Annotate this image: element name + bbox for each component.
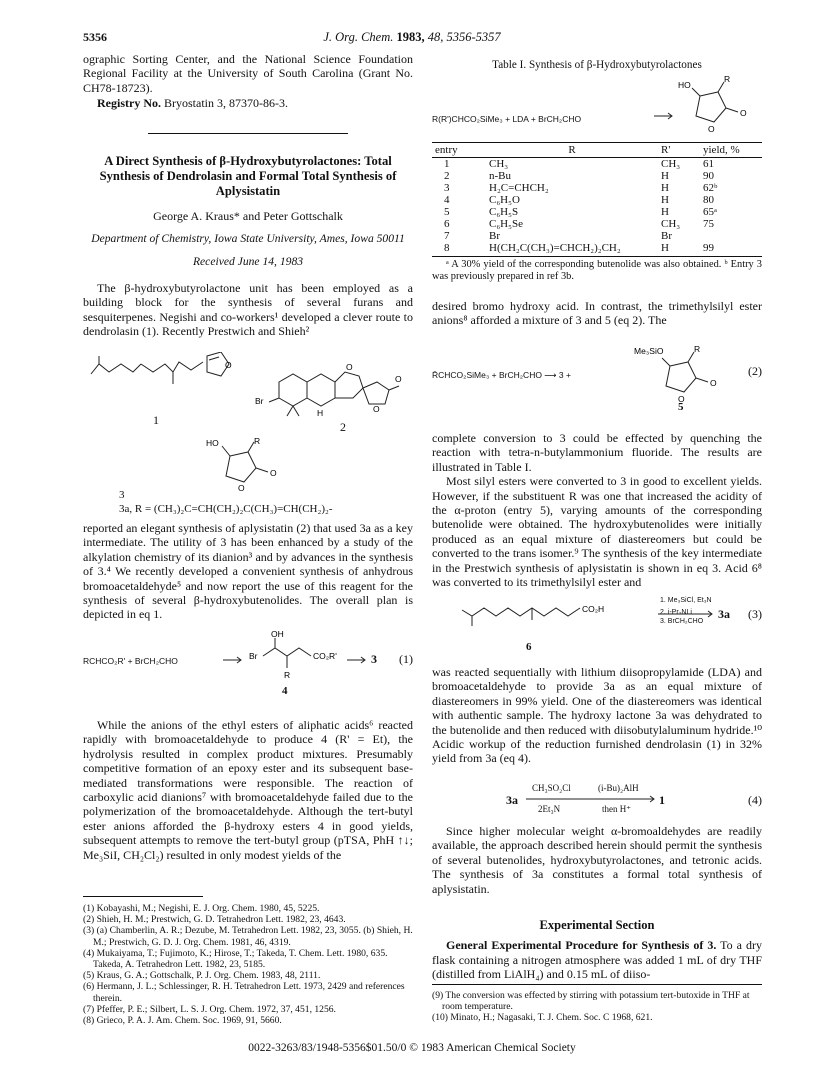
eq4-reagent-1: CH₃SO₂Cl [532, 783, 571, 793]
table-scheme-text: R(R')CHCO₂SiMe₃ + LDA + BrCH₂CHO [432, 114, 582, 125]
table-row [432, 194, 762, 206]
footnote-item: (10) Minato, H.; Nagasaki, T. J. Chem. Soc. C 1968, 621. [432, 1012, 653, 1024]
experimental-heading: Experimental Section [539, 918, 655, 933]
article-authors: George A. Kraus* and Peter Gottschalk [153, 208, 343, 223]
cell-entry: 7 [444, 230, 450, 243]
references-divider [83, 896, 203, 897]
journal-volume: 48, [427, 30, 444, 44]
page-footer: 0022-3263/83/1948-5356$01.50/0 © 1983 American Chemical Society [248, 1042, 576, 1054]
paragraph-conversion: complete conversion to 3 could be effected by quenching the reaction with tetra-n-butylammonium fluoride. The results are illustrated in Table I. [432, 431, 762, 474]
compound-label-5: 5 [678, 401, 684, 413]
eq2-reactants: R̄CHCO₂SiMe₃ + BrCH₂CHO ⟶ 3 + [432, 370, 571, 380]
cell-r-prime: H [661, 170, 669, 183]
right-column-para2 [432, 431, 762, 589]
cell-entry: 4 [444, 194, 450, 207]
reference-item: (2) Shieh, H. M.; Prestwich, G. D. Tetrahedron Lett. 1982, 23, 4643. [83, 914, 346, 926]
table-header-yield: yield, % [700, 143, 762, 158]
equation-4 [432, 781, 762, 817]
footnotes-divider [432, 984, 762, 985]
eq4-product: 1 [659, 793, 665, 807]
oxygen-label-3: O [395, 374, 402, 384]
cell-yield [700, 230, 762, 242]
eq2-silyl-ether: Me₃SiO [634, 346, 664, 356]
structures-1-2 [83, 352, 413, 432]
compound-label-4: 4 [282, 685, 288, 697]
reference-item: (6) Hermann, J. L.; Schlessinger, R. H. Tetrahedron Lett. 1973, 2429 and references therein. [83, 981, 405, 1004]
hydrogen-label: H [317, 408, 324, 418]
paragraph-plan: reported an elegant synthesis of aplysistatin (2) that used 3a as a key intermediate. The utility of 3 has been enhanced by a study of the alkylation chemistry of its dianion³ and by advances in the synthesis of 3.⁴ We recently developed a convenient synthesis of anhydrous bromoacetaldehyde⁵ and now report the use of this reagent for the synthesis of several β-hydroxybutenolides. The overall plan is depicted in eq 1. [83, 521, 413, 622]
cell-r-prime: CH₃ [661, 218, 681, 231]
article-affiliation: Department of Chemistry, Iowa State University, Ames, Iowa 50011 [91, 232, 405, 246]
cell-r: n-Bu [489, 170, 511, 183]
r-label: R [254, 436, 261, 446]
eq3-condition-1: 1. Me₃SiCl, Et₃N [660, 597, 712, 604]
reference-item: (5) Kraus, G. A.; Gottschalk, P. J. Org. Chem. 1983, 48, 2111. [83, 970, 321, 982]
left-column [83, 52, 413, 339]
left-column-cont [83, 521, 413, 622]
table-row [432, 158, 762, 171]
eq1-reactants: RCHCO₂R' + BrCH₂CHO [83, 656, 178, 666]
eq3-number: (3) [748, 607, 762, 621]
table-row [432, 182, 762, 194]
table-scheme-ho: HO [678, 80, 691, 91]
reference-item: (1) Kobayashi, M.; Negishi, E. J. Org. Chem. 1980, 45, 5225. [83, 903, 320, 914]
equation-2 [432, 338, 762, 413]
cell-r: H(CH₂C(CH₃)=CHCH₂)₂CH₂ [489, 242, 621, 255]
paragraph-intro: The β-hydroxybutyrolactone unit has been employed as a building block for the synthesis of several furans and sesquiterpenes. Negishi and co-workers¹ developed a clever route to dendrolasin (1). Recently Prestwich and Shieh² [83, 281, 413, 339]
oxepane-ring [335, 372, 363, 398]
table-header-r-prime: R' [658, 143, 700, 158]
equation-2-drawing [432, 338, 762, 410]
eq3-conditions [660, 596, 712, 626]
running-header [0, 30, 824, 45]
left-column-para3 [83, 718, 413, 862]
reference-item: (4) Mukaiyama, T.; Fujimoto, K.; Hirose, T.; Takeda, T. Chem. Lett. 1980, 635. Takeda, A. Tetrahedron Lett. 1982, 23, 5185. [83, 947, 388, 971]
equation-3-drawing [432, 596, 762, 654]
structure-3-labels [83, 488, 413, 517]
cell-entry: 2 [444, 170, 450, 183]
eq1-number: (1) [399, 652, 413, 666]
cell-yield: 90 [703, 170, 714, 183]
eq2-carbonyl-o: O [710, 378, 717, 388]
cell-r-prime: H [661, 206, 669, 219]
eq3-condition-3: 3. BrCH₂CHO [660, 618, 704, 625]
paragraph-results: Most silyl esters were converted to 3 in good to excellent yields. However, if the substituent R was one that increased the acidity of the α-proton (entry 5), varying amounts of the corresponding butenolide were obtained. The hydroxybutenolides were initially produced as an equal mixture of diastereomers but could be converted to the trans isomer.⁹ The synthesis of the key intermediate in the Prestwich synthesis of aplysistatin is shown in eq 3. Acid 6⁸ was converted to its trimethylsilyl ester and [432, 474, 762, 590]
registry-text: Bryostatin 3, 87370-86-3. [163, 96, 288, 111]
equation-3 [432, 596, 762, 654]
footnote-item: (9) The conversion was effected by stirring with potassium tert-butoxide in THF at room temperature. [432, 990, 750, 1013]
eq2-ring-o: O [678, 394, 685, 404]
article-title: A Direct Synthesis of β-Hydroxybutyrolactones: Total Synthesis of Dendrolasin and Formal Total Synthesis of Aplysistatin [99, 153, 397, 198]
decalin-ring-b [307, 374, 335, 406]
experimental-text: To a dry flask containing a nitrogen atmosphere was added 1 mL of dry THF (distilled from LiAlH₄) and 0.15 mL of diiso- [432, 938, 762, 982]
eq1-product: 3 [371, 652, 377, 666]
eq2-r: R [694, 344, 701, 354]
table-row [432, 242, 762, 257]
table-row [432, 206, 762, 218]
table-header-entry: entry [432, 143, 486, 158]
cell-yield: 99 [703, 242, 714, 255]
eq1-r: R [284, 670, 291, 680]
paragraph-esters: While the anions of the ethyl esters of aliphatic acids⁶ reacted rapidly with bromoacetaldehyde to produce 4 (R' = Et), the hydrolysis resulted in complex product mixtures. Presumably competitive formation of an epoxy ester and its subsequent base-mediated transformations were responsible. The reaction of carboxylic acid dianions⁷ with bromoacetaldehyde failed due to the polymerization of the bromoacetaldehyde. Although the tert-butyl ester anions afforded the β-hydroxy esters 4 in good yields, subsequent attempts to remove the tert-butyl group (pTSA, PhH ↑↓; Me₃SiI, CH₂Cl₂) resulted in only modest yields of the [83, 718, 413, 862]
cell-r-prime: Br [661, 230, 672, 243]
footnotes-list [432, 990, 762, 1024]
section-divider [148, 133, 348, 134]
table-footnote: ᵃ A 30% yield of the corresponding butenolide was also obtained. ᵇ Entry 3 was previously prepared in ref 3b. [432, 259, 762, 283]
reference-item: (3) (a) Chamberlin, A. R.; Dezube, M. Tetrahedron Lett. 1982, 23, 3055. (b) Shieh, H. M.; Prestwich, G. D. J. Org. Chem. 1981, 46, 4319. [83, 925, 413, 948]
eq2-number: (2) [748, 364, 762, 378]
dendrolasin-chain-1 [91, 364, 141, 374]
journal-pages: 5356-5357 [446, 30, 501, 44]
eq4-start: 3a [506, 793, 518, 807]
experimental-paragraph [432, 938, 762, 981]
received-date: Received June 14, 1983 [192, 254, 304, 268]
paragraph-silyl: desired bromo hydroxy acid. In contrast, the trimethylsilyl ester anions⁸ afforded a mixture of 3 and 5 (eq 2). The [432, 299, 762, 328]
eq4-base: 2Et₃N [538, 804, 561, 814]
compound-label-1: 1 [153, 413, 159, 427]
table-1-scheme [432, 72, 762, 138]
registry-line [83, 96, 413, 110]
registry-label: Registry No. [97, 96, 161, 111]
compound-label-6: 6 [526, 641, 532, 653]
cell-entry: 3 [444, 182, 450, 195]
decalin-ring-a [279, 374, 307, 406]
table-1 [432, 142, 762, 257]
cell-r: Br [489, 230, 500, 243]
cell-yield: 61 [703, 158, 714, 171]
cell-entry: 6 [444, 218, 450, 231]
table-scheme-ring-o: O [708, 124, 715, 135]
cell-r-prime: H [661, 182, 669, 195]
references-list [83, 903, 413, 1026]
cell-entry: 5 [444, 206, 450, 219]
cell-yield: 62ᵇ [703, 182, 718, 195]
table-scheme-carbonyl-o: O [740, 108, 747, 119]
cell-entry: 1 [444, 158, 450, 171]
table-scheme-r: R [724, 74, 731, 85]
journal-name: J. Org. Chem. [323, 30, 394, 44]
cell-r-prime: H [661, 194, 669, 207]
right-column-para4 [432, 665, 762, 766]
cell-r: C₆H₅Se [489, 218, 523, 231]
right-column-para1 [432, 299, 762, 328]
dendrolasin-chain-2 [141, 362, 203, 372]
cell-yield: 80 [703, 194, 714, 207]
lactone-ring [363, 382, 389, 404]
carbonyl-oxygen-label: O [270, 468, 277, 478]
cell-r-prime: H [661, 242, 669, 255]
table-row [432, 218, 762, 230]
eq4-reagent-2: (i-Bu)₂AlH [598, 783, 639, 793]
eq3-product: 3a [718, 607, 730, 621]
cell-yield: 75 [703, 218, 714, 231]
cell-entry: 8 [444, 242, 450, 255]
cell-r: C₆H₅S [489, 206, 519, 219]
equation-1 [83, 630, 413, 700]
ring-oxygen-label: O [238, 483, 245, 493]
eq3-condition-2: 2. i-Pr₂NLi [660, 609, 692, 616]
structure-3 [200, 436, 290, 494]
journal-year: 1983, [396, 30, 425, 44]
eq1-oh: OH [271, 630, 284, 639]
paragraph-lda: was reacted sequentially with lithium diisopropylamide (LDA) and bromoacetaldehyde to provide 3a as an equal mixture of diastereomers in 99% yield. One of the diastereomers was identical with authentic sample. The hydroxy lactone 3a was dehydrated to the butenolide and then reduced with diisobutylaluminum hydride.¹⁰ Acidic workup of the reduction furnished dendrolasin (1) in 32% yield from 3a (eq 4). [432, 665, 762, 766]
oxygen-label-1: O [346, 362, 353, 372]
furan-oxygen-label: O [225, 360, 232, 370]
eq4-number: (4) [748, 793, 762, 807]
table-1-caption: Table I. Synthesis of β-Hydroxybutyrolactones [492, 59, 702, 71]
reference-item: (8) Grieco, P. A. J. Am. Chem. Soc. 1969, 91, 5660. [83, 1015, 282, 1027]
table-row [432, 170, 762, 182]
cell-r: CH₃ [489, 158, 509, 171]
equation-4-drawing [432, 781, 762, 817]
cell-r: C₆H₅O [489, 194, 520, 207]
reference-item: (7) Pfeffer, P. E.; Silbert, L. S. J. Org. Chem. 1972, 37, 451, 1256. [83, 1003, 336, 1015]
compound-label-2: 2 [340, 420, 346, 434]
bromo-label: Br [255, 396, 264, 406]
eq1-ester: CO₂R' [313, 651, 337, 661]
cell-r-prime: CH₃ [661, 158, 681, 171]
compound-label-3a: 3a, R = (CH₃)₂C=CH(CH₂)₂C(CH₃)=CH(CH₂)₂- [119, 503, 333, 516]
table-row [432, 230, 762, 242]
right-column-para5 [432, 824, 762, 982]
table-1-block [432, 58, 762, 283]
hydroxy-label: HO [206, 438, 219, 448]
cell-r: H₂C=CHCH₂ [489, 182, 549, 195]
experimental-bold-lead: General Experimental Procedure for Synthesis of 3. [446, 938, 717, 953]
page-number: 5356 [83, 30, 107, 44]
acknowledgment-text: ographic Sorting Center, and the National Science Foundation Regional Facility at the University of South Carolina (Grant No. CH78-18723). [83, 52, 413, 95]
paragraph-conclusion: Since higher molecular weight α-bromoaldehydes are readily available, the approach described herein should permit the synthesis of several butenolides, hydroxybutyrolactones, and tetronic acids. The synthesis of 3a constitutes a formal total synthesis of aplysistatin. [432, 824, 762, 896]
cell-yield: 65ᵃ [703, 206, 718, 219]
table-header-r: R [486, 143, 658, 158]
table-header-row [432, 143, 762, 158]
table-scheme-drawing [432, 72, 762, 138]
eq3-acid: CO₂H [582, 604, 605, 614]
oxygen-label-2: O [373, 404, 380, 414]
eq1-bromo: Br [249, 651, 258, 661]
eq4-workup: then H⁺ [602, 804, 631, 814]
compound-label-3: 3 [119, 489, 125, 501]
